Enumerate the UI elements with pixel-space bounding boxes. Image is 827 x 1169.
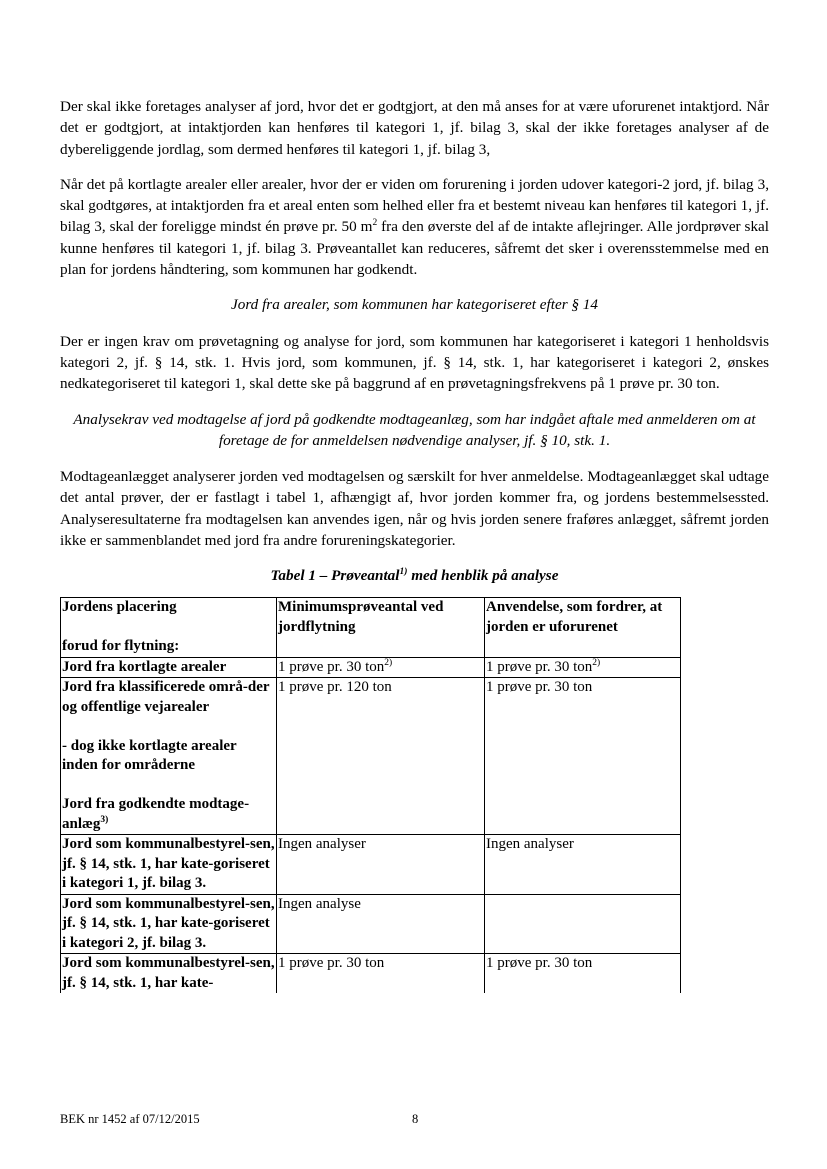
cell-placement: Jord fra kortlagte arealer xyxy=(61,657,277,678)
superscript: 3) xyxy=(100,814,109,825)
cell-text: 1 prøve pr. 30 ton xyxy=(486,658,593,675)
cell-text: 1 prøve pr. 30 ton xyxy=(278,658,385,675)
cell-text: Jord fra godkendte modtage-anlæg xyxy=(62,796,250,832)
superscript: 1) xyxy=(399,567,408,578)
table-row xyxy=(61,657,681,678)
sample-count-table xyxy=(60,597,681,993)
paragraph-intact-soil: Der skal ikke foretages analyser af jord, hvor det er godtgjort, at den må anses for at være uforurenet intaktjord. Når det er godtgjort, at intaktjorden kan henføres til kategori 1, jf. bilag 3, skal der ikke foretages analyser af de dybereliggende jordlag, som dermed henføres til kategori 1, jf. bilag 3, xyxy=(60,98,769,158)
header-use: Anvendelse, som fordrer, at jorden er uforurenet xyxy=(485,598,681,658)
header-placement xyxy=(61,598,277,658)
cell-placement xyxy=(61,678,277,835)
table-row xyxy=(61,678,681,835)
table-caption xyxy=(60,565,769,586)
table-row xyxy=(61,894,681,954)
header-text: Jordens placering xyxy=(62,599,177,616)
superscript: 2) xyxy=(384,657,393,668)
cell-placement: Jord som kommunalbestyrel-sen, jf. § 14, stk. 1, har kate-goriseret i kategori 2, jf. bilag 3. xyxy=(61,894,277,954)
paragraph-municipality: Der er ingen krav om prøvetagning og analyse for jord, som kommunen har kategoriseret i kategori 1 henholdsvis kategori 2, jf. § 14, stk. 1. Hvis jord, som kommunen, jf. § 14, stk. 1, har kategoriseret i kategori 2, ønskes nedkategoriseret til kategori 1, skal dette ske på baggrund af en prøvetagningsfrekvens på 1 prøve pr. 30 ton. xyxy=(60,332,769,393)
section-heading-municipality: Jord fra arealer, som kommunen har kategoriseret efter § 14 xyxy=(231,296,598,314)
cell-use: Ingen analyser xyxy=(485,835,681,895)
cell-use: 1 prøve pr. 30 ton xyxy=(485,954,681,994)
paragraph-text: Når det på kortlagte arealer eller arealer, hvor der er viden om forurening i jorden udover kategori-2 jord, jf. bilag 3, skal godtgøres, at intaktjorden fra et areal enten som helhed eller fra et bestemt niveau kan henføres til kategori 1, jf. bilag 3, skal der foreligge mindst én prøve pr. 50 m xyxy=(60,175,769,236)
cell-text: - dog ikke kortlagte arealer inden for områderne xyxy=(62,737,237,774)
cell-placement: Jord som kommunalbestyrel-sen, jf. § 14, stk. 1, har kate-goriseret i kategori 1, jf. bilag 3. xyxy=(61,835,277,895)
cell-use: 1 prøve pr. 30 ton xyxy=(485,678,681,835)
document-page xyxy=(60,96,769,993)
cell-use xyxy=(485,894,681,954)
cell-use xyxy=(485,657,681,678)
caption-text: med henblik på analyse xyxy=(407,567,559,585)
table-header-row xyxy=(61,598,681,658)
superscript: 2) xyxy=(592,657,601,668)
paragraph-text: fra den øverste del af de intakte aflejringer. Alle jordprøver skal kunne henføres til kategori 1, jf. bilag 3. Prøveantallet kan reduceres, såfremt det sker i overensstemmelse med en plan for jordens håndtering, som kommunen har godkendt. xyxy=(60,218,769,279)
paragraph-reception: Modtageanlægget analyserer jorden ved modtagelsen og særskilt for hver anmeldelse. Modtageanlægget skal udtage det antal prøver, der er fastlagt i tabel 1, afhængigt af, hvor jorden kommer fra, og jordens bestemmelsessted. Analyseresultaterne fra modtagelsen kan anvendes igen, når og hvis jorden senere fraføres anlægget, såfremt jorden ikke er sammenblandet med jord fra andre forureningskategorier. xyxy=(60,468,769,550)
table-row xyxy=(61,835,681,895)
cell-min-samples xyxy=(277,657,485,678)
cell-min-samples: Ingen analyse xyxy=(277,894,485,954)
document-reference: BEK nr 1452 af 07/12/2015 xyxy=(60,1112,200,1126)
table-row xyxy=(61,954,681,994)
header-text: forud for flytning: xyxy=(62,638,180,655)
page-number: 8 xyxy=(412,1112,419,1126)
cell-min-samples: 1 prøve pr. 30 ton xyxy=(277,954,485,994)
cell-text: Jord fra klassificerede områ-der og offentlige vejarealer xyxy=(62,679,270,715)
paragraph-mapped-areas xyxy=(60,174,769,280)
cell-placement: Jord som kommunalbestyrel-sen, jf. § 14, stk. 1, har kate- xyxy=(61,954,277,994)
caption-text: Tabel 1 – Prøveantal xyxy=(270,567,400,585)
cell-min-samples: Ingen analyser xyxy=(277,835,485,895)
cell-min-samples: 1 prøve pr. 120 ton xyxy=(277,678,485,835)
superscript: 2 xyxy=(372,218,378,229)
section-heading-reception: Analysekrav ved modtagelse af jord på godkendte modtageanlæg, som har indgået aftale med anmelderen om at foretage de for anmeldelsen nødvendige analyser, jf. § 10, stk. 1. xyxy=(73,410,756,449)
header-min-samples: Minimumsprøveantal ved jordflytning xyxy=(277,598,485,658)
